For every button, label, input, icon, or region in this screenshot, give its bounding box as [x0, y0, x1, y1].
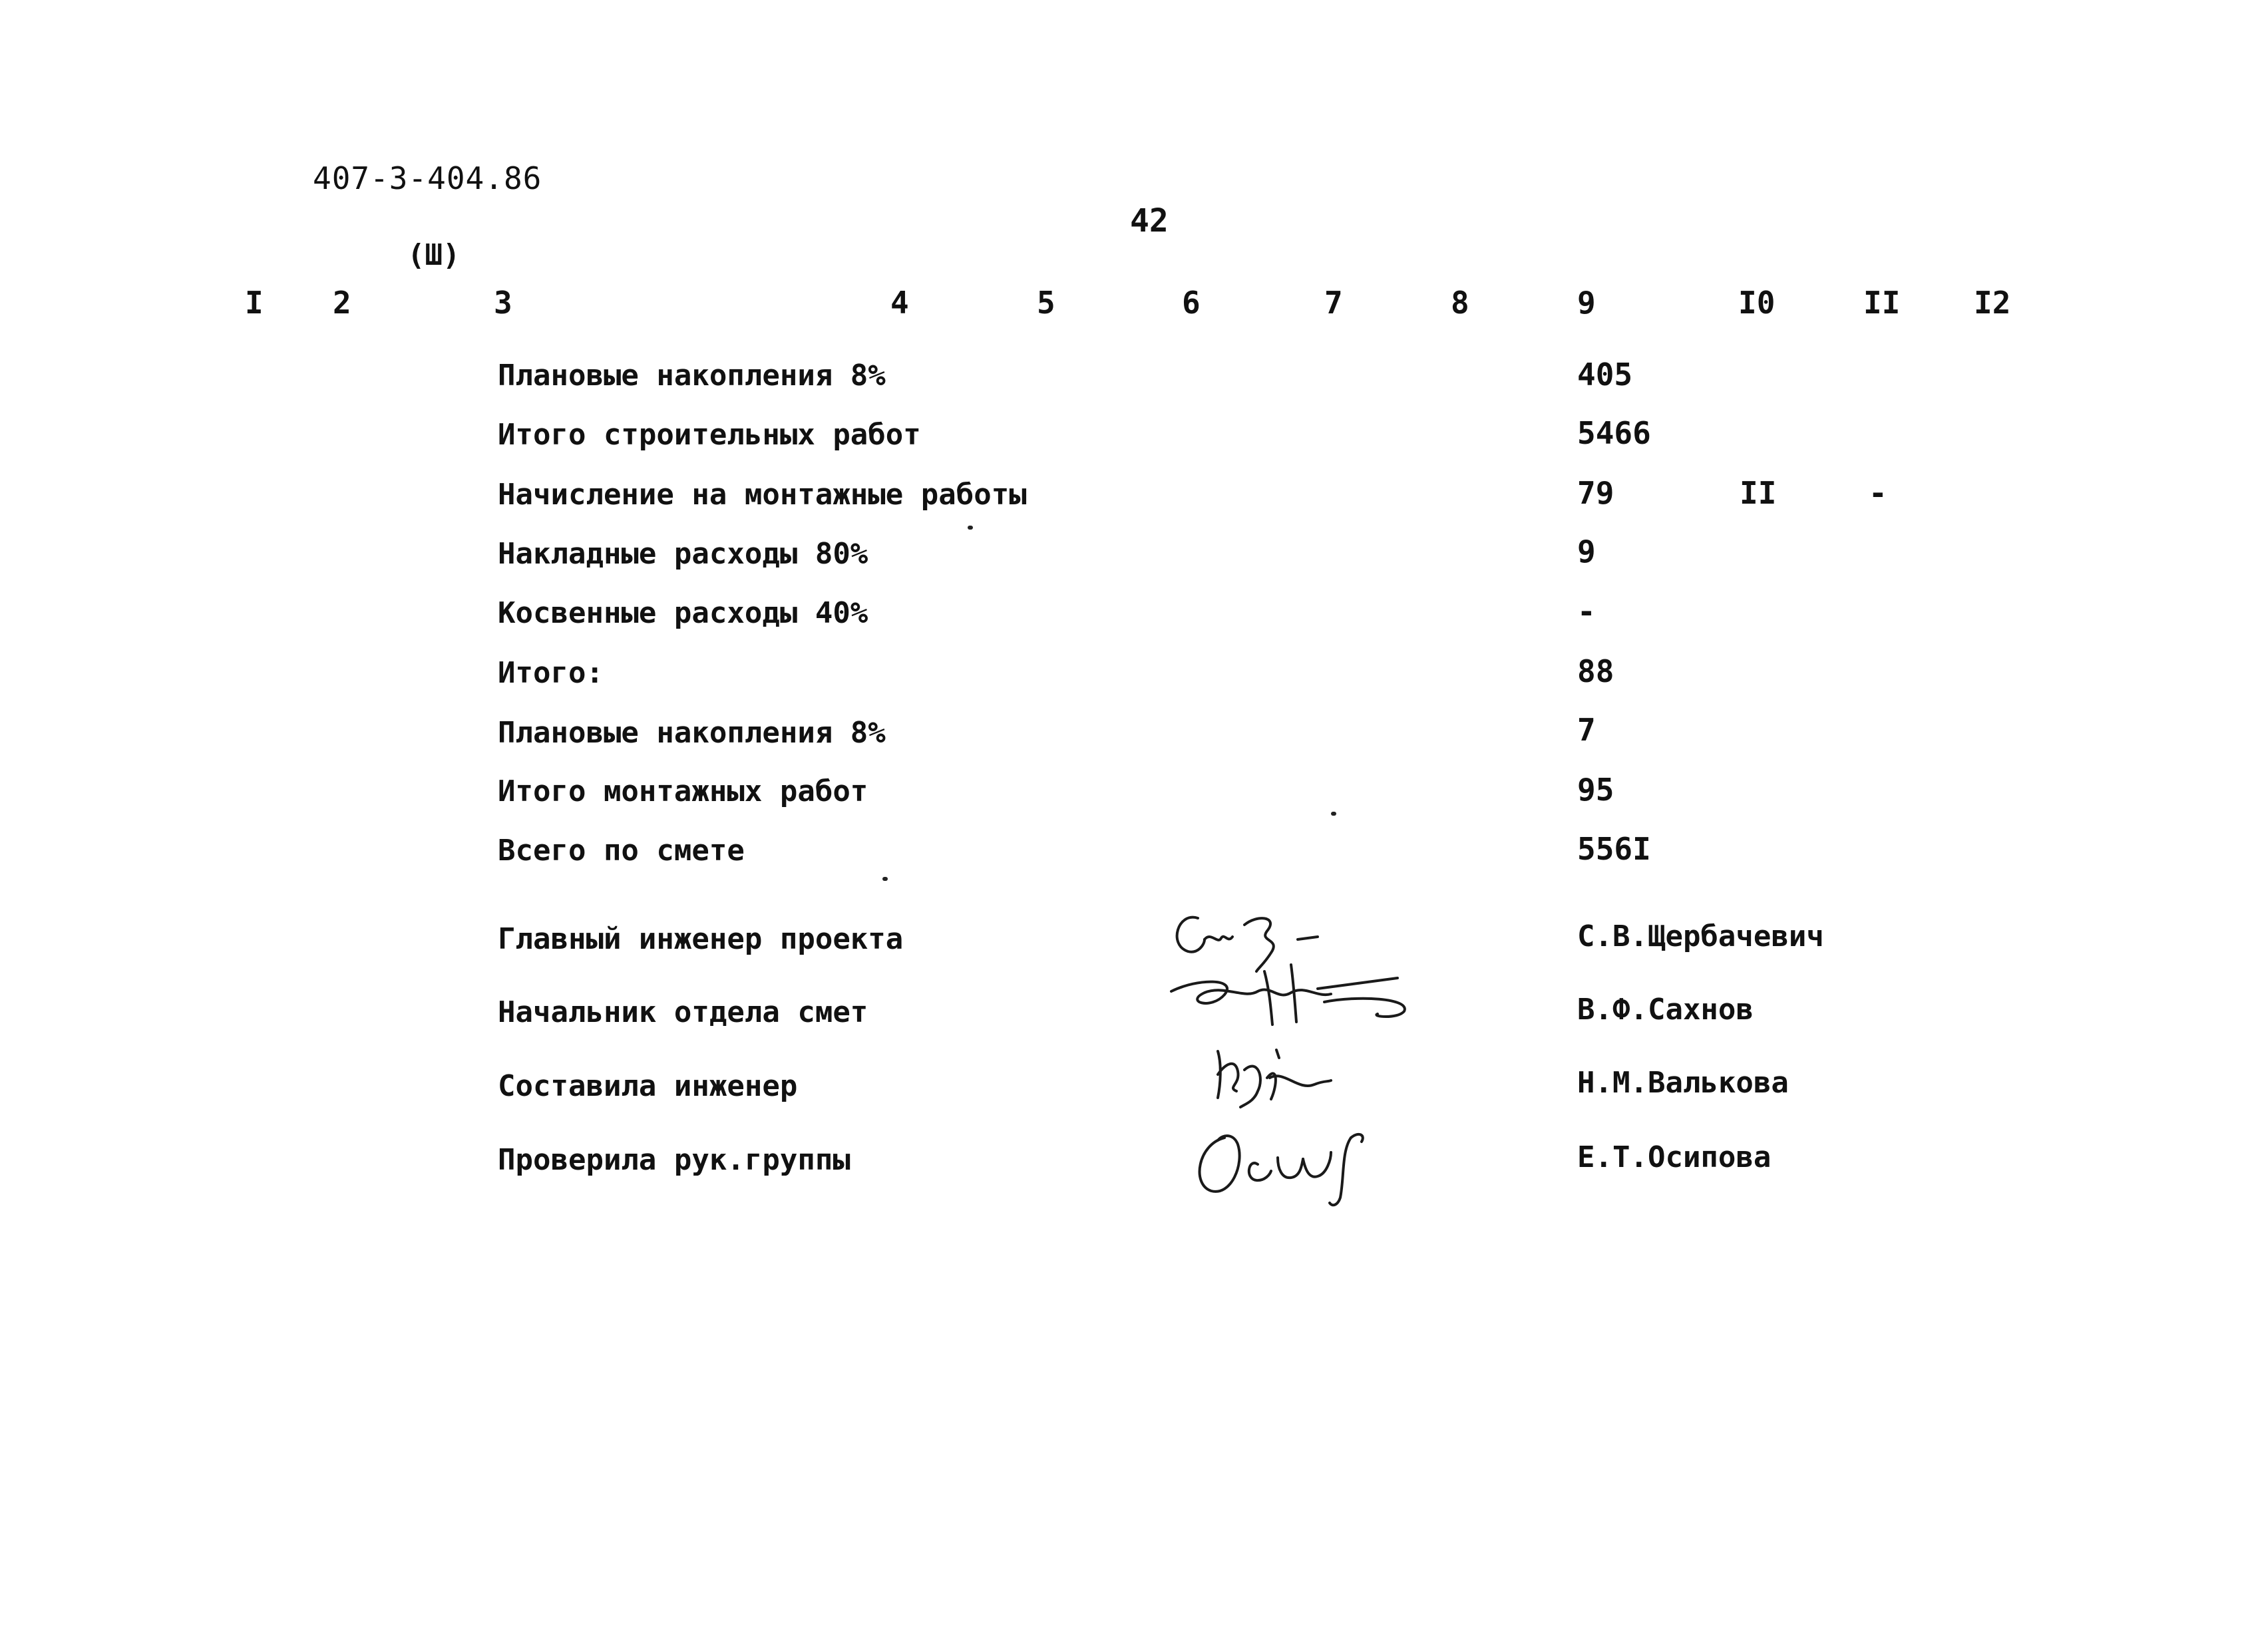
row-value-col9: 556I	[1577, 831, 1651, 867]
row-label: Всего по смете	[498, 834, 745, 868]
row-label: Накладные расходы 80%	[498, 537, 868, 571]
row-value-col9: 79	[1577, 475, 1614, 511]
signatory-name: Н.М.Валькова	[1577, 1066, 1789, 1100]
row-value-col9: 9	[1577, 534, 1596, 570]
row-label: Плановые накопления 8%	[498, 716, 886, 750]
column-number-10: I0	[1738, 285, 1776, 321]
row-value-col10: II	[1740, 475, 1777, 511]
column-number-8: 8	[1451, 285, 1469, 321]
signatory-name: С.В.Щербачевич	[1577, 919, 1824, 953]
column-number-5: 5	[1037, 285, 1055, 321]
signatory-name: В.Ф.Сахнов	[1577, 993, 1754, 1027]
column-number-12: I2	[1974, 285, 2011, 321]
row-label: Итого строительных работ	[498, 418, 921, 452]
row-label: Итого монтажных работ	[498, 774, 868, 808]
row-value-col9: -	[1577, 593, 1596, 629]
row-value-col9: 7	[1577, 712, 1596, 748]
row-label: Итого:	[498, 656, 604, 690]
document-code: 407-3-404.86	[313, 160, 542, 196]
row-value-col11: -	[1869, 475, 1887, 511]
row-value-col9: 405	[1577, 357, 1633, 393]
column-number-7: 7	[1324, 285, 1343, 321]
scan-speck	[1331, 812, 1336, 816]
row-value-col9: 5466	[1577, 415, 1651, 451]
column-number-9: 9	[1577, 285, 1596, 321]
row-label: Косвенные расходы 40%	[498, 596, 868, 630]
row-value-col9: 88	[1577, 653, 1614, 689]
signatory-title: Проверила рук.группы	[498, 1143, 850, 1177]
scan-speck	[882, 877, 888, 881]
row-label: Плановые накопления 8%	[498, 359, 886, 393]
signature-group-head	[1185, 1118, 1404, 1211]
signatory-name: Е.Т.Осипова	[1577, 1140, 1772, 1174]
section-mark: (Ш)	[407, 238, 461, 272]
column-number-2: 2	[333, 285, 351, 321]
column-number-3: 3	[494, 285, 512, 321]
scan-speck	[968, 526, 973, 530]
signature-estimate-department-head	[1158, 958, 1437, 1038]
column-number-4: 4	[890, 285, 909, 321]
signature-compiler-engineer	[1198, 1038, 1371, 1111]
signatory-title: Составила инженер	[498, 1069, 798, 1103]
row-value-col9: 95	[1577, 772, 1614, 808]
signatory-title: Главный инженер проекта	[498, 922, 904, 956]
signatory-title: Начальник отдела смет	[498, 995, 868, 1029]
column-number-11: II	[1863, 285, 1901, 321]
page-number: 42	[1130, 202, 1169, 240]
column-number-6: 6	[1182, 285, 1201, 321]
column-number-1: I	[245, 285, 264, 321]
row-label: Начисление на монтажные работы	[498, 478, 1027, 512]
